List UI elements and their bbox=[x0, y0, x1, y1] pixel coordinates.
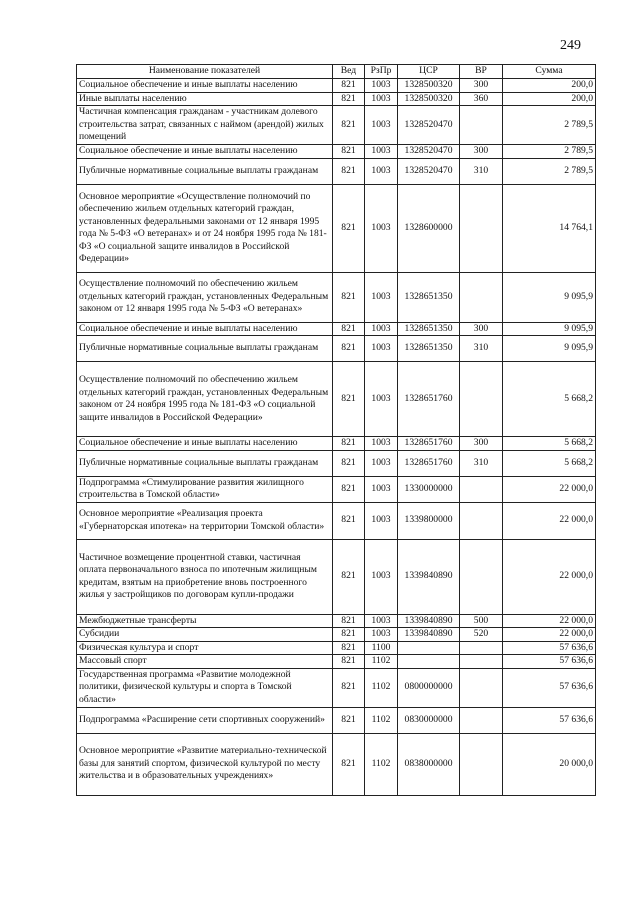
row-name-cell: Иные выплаты населению bbox=[77, 92, 333, 106]
row-vr-cell bbox=[460, 476, 503, 502]
row-csr-cell: 0830000000 bbox=[398, 707, 460, 733]
row-name-cell: Социальное обеспечение и иные выплаты населению bbox=[77, 437, 333, 451]
header-name: Наименование показателей bbox=[77, 65, 333, 79]
row-ved-cell: 821 bbox=[333, 362, 365, 437]
row-rzpr-cell: 1102 bbox=[365, 707, 398, 733]
row-rzpr-cell: 1003 bbox=[365, 628, 398, 642]
row-rzpr-cell: 1003 bbox=[365, 336, 398, 362]
row-csr-cell: 1328520470 bbox=[398, 106, 460, 145]
row-ved-cell: 821 bbox=[333, 641, 365, 655]
row-rzpr-cell: 1003 bbox=[365, 362, 398, 437]
row-rzpr-cell: 1102 bbox=[365, 668, 398, 707]
table-row bbox=[77, 272, 596, 322]
row-csr-cell: 0838000000 bbox=[398, 733, 460, 795]
row-sum-cell: 5 668,2 bbox=[503, 362, 596, 437]
row-rzpr-cell: 1003 bbox=[365, 502, 398, 539]
table-row bbox=[77, 733, 596, 795]
row-vr-cell bbox=[460, 655, 503, 669]
row-rzpr-cell: 1003 bbox=[365, 158, 398, 184]
row-sum-cell: 9 095,9 bbox=[503, 272, 596, 322]
row-name-cell: Субсидии bbox=[77, 628, 333, 642]
row-ved-cell: 821 bbox=[333, 539, 365, 614]
row-name-cell: Социальное обеспечение и иные выплаты населению bbox=[77, 79, 333, 93]
row-sum-cell: 9 095,9 bbox=[503, 322, 596, 336]
row-sum-cell: 22 000,0 bbox=[503, 502, 596, 539]
row-ved-cell: 821 bbox=[333, 92, 365, 106]
row-vr-cell bbox=[460, 272, 503, 322]
row-ved-cell: 821 bbox=[333, 322, 365, 336]
row-ved-cell: 821 bbox=[333, 655, 365, 669]
row-ved-cell: 821 bbox=[333, 450, 365, 476]
row-sum-cell: 9 095,9 bbox=[503, 336, 596, 362]
row-vr-cell bbox=[460, 707, 503, 733]
row-csr-cell: 1328600000 bbox=[398, 184, 460, 272]
row-sum-cell: 22 000,0 bbox=[503, 614, 596, 628]
table-row bbox=[77, 539, 596, 614]
row-ved-cell: 821 bbox=[333, 628, 365, 642]
table-row bbox=[77, 655, 596, 669]
row-csr-cell: 1328651350 bbox=[398, 322, 460, 336]
row-csr-cell: 1339800000 bbox=[398, 502, 460, 539]
row-ved-cell: 821 bbox=[333, 476, 365, 502]
row-sum-cell: 57 636,6 bbox=[503, 707, 596, 733]
row-csr-cell: 0800000000 bbox=[398, 668, 460, 707]
row-rzpr-cell: 1003 bbox=[365, 106, 398, 145]
row-rzpr-cell: 1100 bbox=[365, 641, 398, 655]
row-sum-cell: 20 000,0 bbox=[503, 733, 596, 795]
row-rzpr-cell: 1003 bbox=[365, 272, 398, 322]
row-rzpr-cell: 1003 bbox=[365, 614, 398, 628]
row-rzpr-cell: 1003 bbox=[365, 322, 398, 336]
row-ved-cell: 821 bbox=[333, 158, 365, 184]
table-row bbox=[77, 336, 596, 362]
row-csr-cell: 1328651760 bbox=[398, 362, 460, 437]
row-name-cell: Осуществление полномочий по обеспечению жильем отдельных категорий граждан, установленных Федеральным законом от 12 января 1995 года № 5-ФЗ «О ветеранах» bbox=[77, 272, 333, 322]
row-ved-cell: 821 bbox=[333, 733, 365, 795]
row-sum-cell: 200,0 bbox=[503, 79, 596, 93]
row-ved-cell: 821 bbox=[333, 437, 365, 451]
row-rzpr-cell: 1003 bbox=[365, 92, 398, 106]
row-name-cell: Физическая культура и спорт bbox=[77, 641, 333, 655]
row-vr-cell bbox=[460, 539, 503, 614]
row-name-cell: Межбюджетные трансферты bbox=[77, 614, 333, 628]
row-csr-cell: 1328651350 bbox=[398, 336, 460, 362]
row-ved-cell: 821 bbox=[333, 668, 365, 707]
row-vr-cell: 300 bbox=[460, 79, 503, 93]
row-rzpr-cell: 1003 bbox=[365, 476, 398, 502]
budget-table bbox=[76, 64, 596, 796]
row-rzpr-cell: 1003 bbox=[365, 145, 398, 159]
row-sum-cell: 22 000,0 bbox=[503, 539, 596, 614]
row-sum-cell: 22 000,0 bbox=[503, 628, 596, 642]
row-csr-cell bbox=[398, 641, 460, 655]
row-sum-cell: 57 636,6 bbox=[503, 668, 596, 707]
row-sum-cell: 5 668,2 bbox=[503, 437, 596, 451]
row-name-cell: Публичные нормативные социальные выплаты гражданам bbox=[77, 336, 333, 362]
table-row bbox=[77, 79, 596, 93]
row-name-cell: Осуществление полномочий по обеспечению жильем отдельных категорий граждан, установленных Федеральным законом от 24 ноября 1995 года № 181-ФЗ «О социальной защите инвалидов в Российской Федерации» bbox=[77, 362, 333, 437]
row-sum-cell: 57 636,6 bbox=[503, 655, 596, 669]
row-rzpr-cell: 1003 bbox=[365, 437, 398, 451]
row-name-cell: Подпрограмма «Стимулирование развития жилищного строительства в Томской области» bbox=[77, 476, 333, 502]
table-row bbox=[77, 502, 596, 539]
row-name-cell: Публичные нормативные социальные выплаты гражданам bbox=[77, 158, 333, 184]
row-csr-cell: 1328651350 bbox=[398, 272, 460, 322]
table-row bbox=[77, 184, 596, 272]
row-sum-cell: 57 636,6 bbox=[503, 641, 596, 655]
page-number: 249 bbox=[560, 38, 581, 53]
row-ved-cell: 821 bbox=[333, 272, 365, 322]
row-name-cell: Частичное возмещение процентной ставки, частичная оплата первоначального взноса по ипотечным жилищным кредитам, взятым на приобретение вновь построенного жилья у застройщиков по договорам купли-продажи bbox=[77, 539, 333, 614]
row-csr-cell: 1339840890 bbox=[398, 628, 460, 642]
row-rzpr-cell: 1003 bbox=[365, 79, 398, 93]
table-row bbox=[77, 437, 596, 451]
row-sum-cell: 2 789,5 bbox=[503, 145, 596, 159]
row-vr-cell: 500 bbox=[460, 614, 503, 628]
header-vr: ВР bbox=[460, 65, 503, 79]
table-row bbox=[77, 322, 596, 336]
table-row bbox=[77, 641, 596, 655]
row-sum-cell: 14 764,1 bbox=[503, 184, 596, 272]
row-sum-cell: 5 668,2 bbox=[503, 450, 596, 476]
row-name-cell: Социальное обеспечение и иные выплаты населению bbox=[77, 145, 333, 159]
row-ved-cell: 821 bbox=[333, 106, 365, 145]
row-csr-cell: 1328651760 bbox=[398, 437, 460, 451]
row-name-cell: Массовый спорт bbox=[77, 655, 333, 669]
row-csr-cell: 1339840890 bbox=[398, 614, 460, 628]
row-sum-cell: 2 789,5 bbox=[503, 158, 596, 184]
table-row bbox=[77, 362, 596, 437]
row-name-cell: Основное мероприятие «Осуществление полномочий по обеспечению жильем отдельных категорий граждан, установленных федеральными законами от 12 января 1995 года № 5-ФЗ «О ветеранах» и от 24 ноября 1995 года № 181-ФЗ «О социальной защите инвалидов в Российской Федерации» bbox=[77, 184, 333, 272]
row-ved-cell: 821 bbox=[333, 184, 365, 272]
header-ved: Вед bbox=[333, 65, 365, 79]
table-header-row bbox=[77, 65, 596, 79]
row-vr-cell bbox=[460, 502, 503, 539]
row-csr-cell: 1339840890 bbox=[398, 539, 460, 614]
row-ved-cell: 821 bbox=[333, 707, 365, 733]
row-ved-cell: 821 bbox=[333, 614, 365, 628]
row-name-cell: Публичные нормативные социальные выплаты гражданам bbox=[77, 450, 333, 476]
row-csr-cell: 1328520470 bbox=[398, 158, 460, 184]
row-vr-cell: 520 bbox=[460, 628, 503, 642]
row-vr-cell: 300 bbox=[460, 322, 503, 336]
table-row bbox=[77, 450, 596, 476]
row-rzpr-cell: 1003 bbox=[365, 450, 398, 476]
row-rzpr-cell: 1102 bbox=[365, 733, 398, 795]
row-vr-cell: 310 bbox=[460, 450, 503, 476]
row-name-cell: Подпрограмма «Расширение сети спортивных сооружений» bbox=[77, 707, 333, 733]
row-vr-cell: 310 bbox=[460, 336, 503, 362]
header-sum: Сумма bbox=[503, 65, 596, 79]
table-row bbox=[77, 158, 596, 184]
table-row bbox=[77, 668, 596, 707]
row-sum-cell: 22 000,0 bbox=[503, 476, 596, 502]
row-vr-cell: 360 bbox=[460, 92, 503, 106]
row-vr-cell: 300 bbox=[460, 145, 503, 159]
row-ved-cell: 821 bbox=[333, 336, 365, 362]
row-csr-cell bbox=[398, 655, 460, 669]
row-vr-cell bbox=[460, 184, 503, 272]
row-name-cell: Частичная компенсация гражданам - участникам долевого строительства затрат, связанных с наймом (арендой) жилых помещений bbox=[77, 106, 333, 145]
table-row bbox=[77, 106, 596, 145]
header-rzpr: РзПр bbox=[365, 65, 398, 79]
row-rzpr-cell: 1003 bbox=[365, 184, 398, 272]
row-csr-cell: 1330000000 bbox=[398, 476, 460, 502]
row-sum-cell: 2 789,5 bbox=[503, 106, 596, 145]
row-csr-cell: 1328500320 bbox=[398, 79, 460, 93]
row-sum-cell: 200,0 bbox=[503, 92, 596, 106]
table-row bbox=[77, 92, 596, 106]
row-csr-cell: 1328520470 bbox=[398, 145, 460, 159]
row-csr-cell: 1328651760 bbox=[398, 450, 460, 476]
row-ved-cell: 821 bbox=[333, 79, 365, 93]
row-rzpr-cell: 1003 bbox=[365, 539, 398, 614]
row-vr-cell bbox=[460, 668, 503, 707]
row-ved-cell: 821 bbox=[333, 145, 365, 159]
table-row bbox=[77, 707, 596, 733]
header-csr: ЦСР bbox=[398, 65, 460, 79]
row-vr-cell bbox=[460, 362, 503, 437]
row-vr-cell bbox=[460, 106, 503, 145]
table-row bbox=[77, 614, 596, 628]
row-csr-cell: 1328500320 bbox=[398, 92, 460, 106]
table-row bbox=[77, 476, 596, 502]
row-vr-cell: 300 bbox=[460, 437, 503, 451]
table-row bbox=[77, 145, 596, 159]
row-vr-cell: 310 bbox=[460, 158, 503, 184]
row-ved-cell: 821 bbox=[333, 502, 365, 539]
row-name-cell: Основное мероприятие «Развитие материально-технической базы для занятий спортом, физической культурой по месту жительства и в образовательных учреждениях» bbox=[77, 733, 333, 795]
row-name-cell: Основное мероприятие «Реализация проекта «Губернаторская ипотека» на территории Томской области» bbox=[77, 502, 333, 539]
row-vr-cell bbox=[460, 733, 503, 795]
row-name-cell: Социальное обеспечение и иные выплаты населению bbox=[77, 322, 333, 336]
row-rzpr-cell: 1102 bbox=[365, 655, 398, 669]
row-name-cell: Государственная программа «Развитие молодежной политики, физической культуры и спорта в Томской области» bbox=[77, 668, 333, 707]
table-row bbox=[77, 628, 596, 642]
row-vr-cell bbox=[460, 641, 503, 655]
